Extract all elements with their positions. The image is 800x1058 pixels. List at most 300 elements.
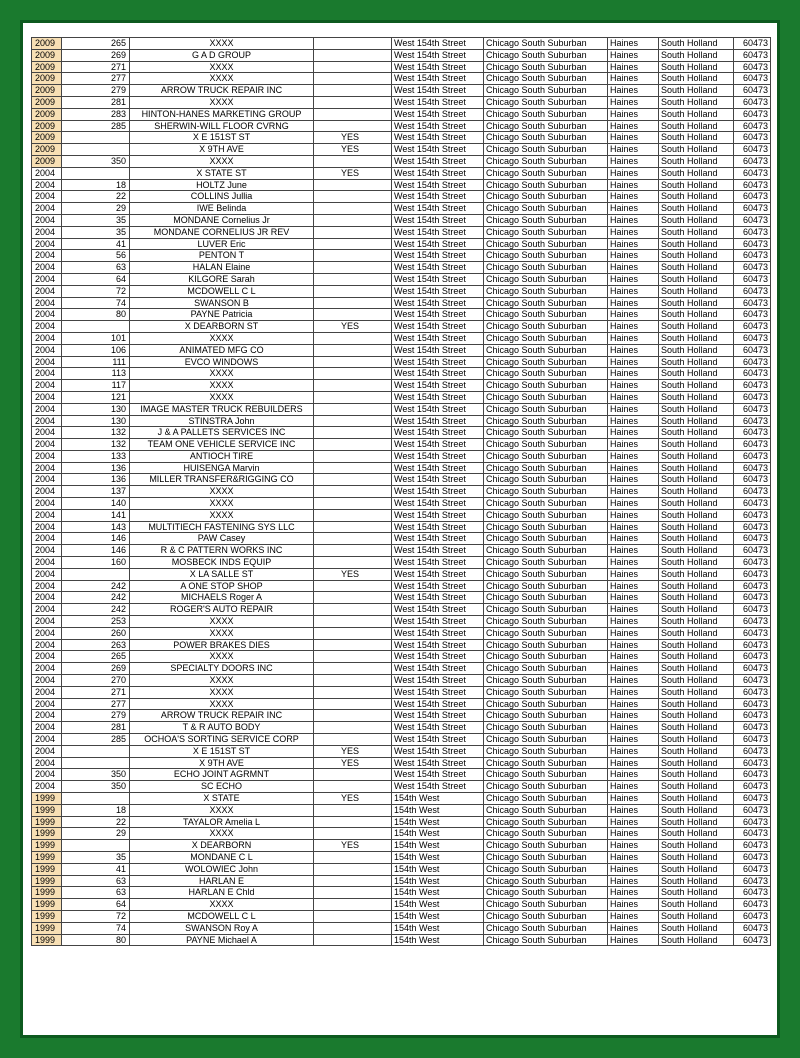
street-cell: West 154th Street <box>392 391 484 403</box>
region-cell: Chicago South Suburban <box>484 686 608 698</box>
year-cell: 2004 <box>32 616 62 628</box>
name-cell: G A D GROUP <box>130 49 314 61</box>
number-cell: 270 <box>62 675 130 687</box>
year-cell: 2004 <box>32 781 62 793</box>
zip-cell: 60473 <box>734 238 771 250</box>
city-cell: South Holland <box>659 167 734 179</box>
flag-cell <box>314 781 392 793</box>
street-cell: West 154th Street <box>392 167 484 179</box>
zip-cell: 60473 <box>734 722 771 734</box>
year-cell: 1999 <box>32 887 62 899</box>
region-cell: Chicago South Suburban <box>484 120 608 132</box>
city-cell: South Holland <box>659 332 734 344</box>
township-cell: Haines <box>608 238 659 250</box>
region-cell: Chicago South Suburban <box>484 403 608 415</box>
flag-cell <box>314 934 392 946</box>
region-cell: Chicago South Suburban <box>484 344 608 356</box>
township-cell: Haines <box>608 321 659 333</box>
year-cell: 2004 <box>32 734 62 746</box>
region-cell: Chicago South Suburban <box>484 498 608 510</box>
year-cell: 2004 <box>32 238 62 250</box>
city-cell: South Holland <box>659 73 734 85</box>
number-cell: 113 <box>62 368 130 380</box>
street-cell: West 154th Street <box>392 380 484 392</box>
township-cell: Haines <box>608 781 659 793</box>
name-cell: PAW Casey <box>130 533 314 545</box>
city-cell: South Holland <box>659 887 734 899</box>
number-cell: 271 <box>62 686 130 698</box>
year-cell: 2004 <box>32 380 62 392</box>
name-cell: HUISENGA Marvin <box>130 462 314 474</box>
table-row <box>32 332 771 344</box>
flag-cell <box>314 863 392 875</box>
number-cell: 242 <box>62 580 130 592</box>
flag-cell: YES <box>314 840 392 852</box>
flag-cell <box>314 509 392 521</box>
street-cell: West 154th Street <box>392 557 484 569</box>
name-cell: XXXX <box>130 61 314 73</box>
name-cell: XXXX <box>130 155 314 167</box>
street-cell: 154th West <box>392 922 484 934</box>
region-cell: Chicago South Suburban <box>484 816 608 828</box>
flag-cell <box>314 439 392 451</box>
region-cell: Chicago South Suburban <box>484 155 608 167</box>
table-row <box>32 49 771 61</box>
township-cell: Haines <box>608 851 659 863</box>
city-cell: South Holland <box>659 922 734 934</box>
year-cell: 1999 <box>32 816 62 828</box>
city-cell: South Holland <box>659 321 734 333</box>
city-cell: South Holland <box>659 250 734 262</box>
region-cell: Chicago South Suburban <box>484 262 608 274</box>
year-cell: 2004 <box>32 722 62 734</box>
flag-cell <box>314 545 392 557</box>
street-cell: 154th West <box>392 851 484 863</box>
township-cell: Haines <box>608 203 659 215</box>
zip-cell: 60473 <box>734 887 771 899</box>
name-cell: SWANSON B <box>130 297 314 309</box>
region-cell: Chicago South Suburban <box>484 545 608 557</box>
table-row <box>32 910 771 922</box>
city-cell: South Holland <box>659 450 734 462</box>
street-cell: West 154th Street <box>392 450 484 462</box>
name-cell: XXXX <box>130 486 314 498</box>
township-cell: Haines <box>608 73 659 85</box>
region-cell: Chicago South Suburban <box>484 875 608 887</box>
city-cell: South Holland <box>659 285 734 297</box>
region-cell: Chicago South Suburban <box>484 533 608 545</box>
name-cell: MULTITIECH FASTENING SYS LLC <box>130 521 314 533</box>
year-cell: 2004 <box>32 498 62 510</box>
table-row <box>32 309 771 321</box>
flag-cell <box>314 108 392 120</box>
year-cell: 2004 <box>32 285 62 297</box>
name-cell: HINTON-HANES MARKETING GROUP <box>130 108 314 120</box>
zip-cell: 60473 <box>734 698 771 710</box>
year-cell: 2004 <box>32 509 62 521</box>
year-cell: 1999 <box>32 828 62 840</box>
region-cell: Chicago South Suburban <box>484 49 608 61</box>
city-cell: South Holland <box>659 96 734 108</box>
table-row <box>32 285 771 297</box>
city-cell: South Holland <box>659 427 734 439</box>
table-row <box>32 238 771 250</box>
name-cell: XXXX <box>130 686 314 698</box>
township-cell: Haines <box>608 627 659 639</box>
name-cell: PAYNE Patricia <box>130 309 314 321</box>
zip-cell: 60473 <box>734 710 771 722</box>
region-cell: Chicago South Suburban <box>484 627 608 639</box>
city-cell: South Holland <box>659 828 734 840</box>
township-cell: Haines <box>608 439 659 451</box>
name-cell: XXXX <box>130 96 314 108</box>
year-cell: 1999 <box>32 863 62 875</box>
city-cell: South Holland <box>659 368 734 380</box>
region-cell: Chicago South Suburban <box>484 332 608 344</box>
region-cell: Chicago South Suburban <box>484 769 608 781</box>
table-row <box>32 226 771 238</box>
street-cell: West 154th Street <box>392 191 484 203</box>
region-cell: Chicago South Suburban <box>484 179 608 191</box>
number-cell: 117 <box>62 380 130 392</box>
street-cell: West 154th Street <box>392 344 484 356</box>
flag-cell <box>314 663 392 675</box>
township-cell: Haines <box>608 734 659 746</box>
table-row <box>32 545 771 557</box>
flag-cell: YES <box>314 568 392 580</box>
street-cell: 154th West <box>392 840 484 852</box>
table-row <box>32 344 771 356</box>
city-cell: South Holland <box>659 781 734 793</box>
city-cell: South Holland <box>659 734 734 746</box>
flag-cell <box>314 214 392 226</box>
zip-cell: 60473 <box>734 297 771 309</box>
table-row <box>32 250 771 262</box>
street-cell: West 154th Street <box>392 61 484 73</box>
region-cell: Chicago South Suburban <box>484 285 608 297</box>
region-cell: Chicago South Suburban <box>484 73 608 85</box>
region-cell: Chicago South Suburban <box>484 557 608 569</box>
street-cell: West 154th Street <box>392 663 484 675</box>
region-cell: Chicago South Suburban <box>484 238 608 250</box>
township-cell: Haines <box>608 250 659 262</box>
table-row <box>32 757 771 769</box>
table-row <box>32 922 771 934</box>
street-cell: West 154th Street <box>392 734 484 746</box>
zip-cell: 60473 <box>734 344 771 356</box>
zip-cell: 60473 <box>734 203 771 215</box>
street-cell: West 154th Street <box>392 439 484 451</box>
name-cell: MONDANE C L <box>130 851 314 863</box>
table-row <box>32 698 771 710</box>
year-cell: 2004 <box>32 226 62 238</box>
name-cell: X E 151ST ST <box>130 745 314 757</box>
table-row <box>32 462 771 474</box>
street-cell: West 154th Street <box>392 698 484 710</box>
number-cell: 253 <box>62 616 130 628</box>
zip-cell: 60473 <box>734 627 771 639</box>
flag-cell <box>314 380 392 392</box>
zip-cell: 60473 <box>734 675 771 687</box>
table-row <box>32 533 771 545</box>
flag-cell <box>314 226 392 238</box>
number-cell: 80 <box>62 309 130 321</box>
table-row <box>32 498 771 510</box>
township-cell: Haines <box>608 533 659 545</box>
name-cell: ANTIOCH TIRE <box>130 450 314 462</box>
year-cell: 2004 <box>32 250 62 262</box>
table-row <box>32 592 771 604</box>
year-cell: 2004 <box>32 627 62 639</box>
township-cell: Haines <box>608 828 659 840</box>
township-cell: Haines <box>608 450 659 462</box>
township-cell: Haines <box>608 415 659 427</box>
township-cell: Haines <box>608 344 659 356</box>
flag-cell <box>314 391 392 403</box>
township-cell: Haines <box>608 934 659 946</box>
flag-cell <box>314 38 392 50</box>
year-cell: 2004 <box>32 179 62 191</box>
table-row <box>32 356 771 368</box>
table-row <box>32 568 771 580</box>
city-cell: South Holland <box>659 238 734 250</box>
name-cell: MICHAELS Roger A <box>130 592 314 604</box>
year-cell: 2004 <box>32 450 62 462</box>
number-cell: 64 <box>62 273 130 285</box>
flag-cell <box>314 427 392 439</box>
name-cell: XXXX <box>130 368 314 380</box>
township-cell: Haines <box>608 840 659 852</box>
township-cell: Haines <box>608 120 659 132</box>
flag-cell <box>314 344 392 356</box>
street-cell: West 154th Street <box>392 368 484 380</box>
zip-cell: 60473 <box>734 651 771 663</box>
zip-cell: 60473 <box>734 474 771 486</box>
name-cell: XXXX <box>130 651 314 663</box>
zip-cell: 60473 <box>734 250 771 262</box>
number-cell: 137 <box>62 486 130 498</box>
township-cell: Haines <box>608 474 659 486</box>
number-cell: 136 <box>62 474 130 486</box>
township-cell: Haines <box>608 793 659 805</box>
street-cell: 154th West <box>392 875 484 887</box>
zip-cell: 60473 <box>734 781 771 793</box>
street-cell: West 154th Street <box>392 675 484 687</box>
year-cell: 2004 <box>32 191 62 203</box>
year-cell: 2004 <box>32 262 62 274</box>
year-cell: 2004 <box>32 391 62 403</box>
zip-cell: 60473 <box>734 427 771 439</box>
number-cell: 74 <box>62 297 130 309</box>
township-cell: Haines <box>608 179 659 191</box>
region-cell: Chicago South Suburban <box>484 651 608 663</box>
flag-cell <box>314 85 392 97</box>
number-cell: 111 <box>62 356 130 368</box>
flag-cell <box>314 698 392 710</box>
city-cell: South Holland <box>659 816 734 828</box>
table-row <box>32 769 771 781</box>
number-cell <box>62 132 130 144</box>
zip-cell: 60473 <box>734 498 771 510</box>
table-row <box>32 179 771 191</box>
year-cell: 2004 <box>32 675 62 687</box>
year-cell: 2004 <box>32 686 62 698</box>
street-cell: West 154th Street <box>392 592 484 604</box>
zip-cell: 60473 <box>734 285 771 297</box>
flag-cell <box>314 73 392 85</box>
table-row <box>32 439 771 451</box>
street-cell: West 154th Street <box>392 757 484 769</box>
street-cell: West 154th Street <box>392 509 484 521</box>
township-cell: Haines <box>608 863 659 875</box>
year-cell: 2009 <box>32 155 62 167</box>
township-cell: Haines <box>608 698 659 710</box>
region-cell: Chicago South Suburban <box>484 922 608 934</box>
township-cell: Haines <box>608 663 659 675</box>
township-cell: Haines <box>608 887 659 899</box>
flag-cell <box>314 61 392 73</box>
number-cell: 132 <box>62 439 130 451</box>
zip-cell: 60473 <box>734 144 771 156</box>
region-cell: Chicago South Suburban <box>484 698 608 710</box>
number-cell <box>62 840 130 852</box>
table-row <box>32 96 771 108</box>
number-cell: 350 <box>62 781 130 793</box>
number-cell: 133 <box>62 450 130 462</box>
number-cell: 143 <box>62 521 130 533</box>
street-cell: West 154th Street <box>392 120 484 132</box>
table-row <box>32 155 771 167</box>
zip-cell: 60473 <box>734 391 771 403</box>
name-cell: HOLTZ June <box>130 179 314 191</box>
name-cell: T & R AUTO BODY <box>130 722 314 734</box>
city-cell: South Holland <box>659 155 734 167</box>
region-cell: Chicago South Suburban <box>484 391 608 403</box>
number-cell: 146 <box>62 545 130 557</box>
zip-cell: 60473 <box>734 61 771 73</box>
name-cell: R & C PATTERN WORKS INC <box>130 545 314 557</box>
name-cell: XXXX <box>130 509 314 521</box>
number-cell: 41 <box>62 863 130 875</box>
number-cell: 22 <box>62 191 130 203</box>
year-cell: 2004 <box>32 332 62 344</box>
year-cell: 2004 <box>32 545 62 557</box>
street-cell: West 154th Street <box>392 108 484 120</box>
city-cell: South Holland <box>659 686 734 698</box>
region-cell: Chicago South Suburban <box>484 297 608 309</box>
street-cell: West 154th Street <box>392 155 484 167</box>
year-cell: 2009 <box>32 73 62 85</box>
year-cell: 1999 <box>32 910 62 922</box>
street-cell: West 154th Street <box>392 332 484 344</box>
city-cell: South Holland <box>659 757 734 769</box>
directory-table <box>31 37 771 946</box>
township-cell: Haines <box>608 486 659 498</box>
number-cell: 130 <box>62 415 130 427</box>
city-cell: South Holland <box>659 840 734 852</box>
street-cell: West 154th Street <box>392 403 484 415</box>
city-cell: South Holland <box>659 533 734 545</box>
region-cell: Chicago South Suburban <box>484 450 608 462</box>
region-cell: Chicago South Suburban <box>484 851 608 863</box>
region-cell: Chicago South Suburban <box>484 604 608 616</box>
region-cell: Chicago South Suburban <box>484 250 608 262</box>
flag-cell <box>314 120 392 132</box>
township-cell: Haines <box>608 651 659 663</box>
number-cell: 18 <box>62 804 130 816</box>
township-cell: Haines <box>608 710 659 722</box>
city-cell: South Holland <box>659 108 734 120</box>
flag-cell <box>314 616 392 628</box>
street-cell: 154th West <box>392 899 484 911</box>
flag-cell <box>314 486 392 498</box>
name-cell: HARLAN E Chld <box>130 887 314 899</box>
city-cell: South Holland <box>659 934 734 946</box>
table-row <box>32 273 771 285</box>
year-cell: 2009 <box>32 96 62 108</box>
township-cell: Haines <box>608 816 659 828</box>
year-cell: 1999 <box>32 899 62 911</box>
region-cell: Chicago South Suburban <box>484 675 608 687</box>
name-cell: KILGORE Sarah <box>130 273 314 285</box>
region-cell: Chicago South Suburban <box>484 144 608 156</box>
region-cell: Chicago South Suburban <box>484 191 608 203</box>
region-cell: Chicago South Suburban <box>484 38 608 50</box>
street-cell: 154th West <box>392 863 484 875</box>
name-cell: X 9TH AVE <box>130 144 314 156</box>
street-cell: West 154th Street <box>392 616 484 628</box>
region-cell: Chicago South Suburban <box>484 745 608 757</box>
flag-cell <box>314 533 392 545</box>
name-cell: TEAM ONE VEHICLE SERVICE INC <box>130 439 314 451</box>
flag-cell <box>314 734 392 746</box>
zip-cell: 60473 <box>734 509 771 521</box>
table-row <box>32 474 771 486</box>
township-cell: Haines <box>608 592 659 604</box>
zip-cell: 60473 <box>734 179 771 191</box>
city-cell: South Holland <box>659 214 734 226</box>
region-cell: Chicago South Suburban <box>484 85 608 97</box>
township-cell: Haines <box>608 38 659 50</box>
city-cell: South Holland <box>659 509 734 521</box>
table-row <box>32 61 771 73</box>
number-cell: 130 <box>62 403 130 415</box>
township-cell: Haines <box>608 545 659 557</box>
region-cell: Chicago South Suburban <box>484 356 608 368</box>
name-cell: MILLER TRANSFER&RIGGING CO <box>130 474 314 486</box>
region-cell: Chicago South Suburban <box>484 96 608 108</box>
township-cell: Haines <box>608 521 659 533</box>
flag-cell <box>314 887 392 899</box>
table-row <box>32 297 771 309</box>
number-cell: 283 <box>62 108 130 120</box>
township-cell: Haines <box>608 616 659 628</box>
number-cell: 285 <box>62 120 130 132</box>
zip-cell: 60473 <box>734 592 771 604</box>
table-row <box>32 73 771 85</box>
region-cell: Chicago South Suburban <box>484 840 608 852</box>
flag-cell: YES <box>314 132 392 144</box>
city-cell: South Holland <box>659 132 734 144</box>
region-cell: Chicago South Suburban <box>484 321 608 333</box>
name-cell: XXXX <box>130 73 314 85</box>
flag-cell <box>314 592 392 604</box>
street-cell: West 154th Street <box>392 639 484 651</box>
table-row <box>32 557 771 569</box>
name-cell: PAYNE Michael A <box>130 934 314 946</box>
number-cell <box>62 793 130 805</box>
township-cell: Haines <box>608 155 659 167</box>
